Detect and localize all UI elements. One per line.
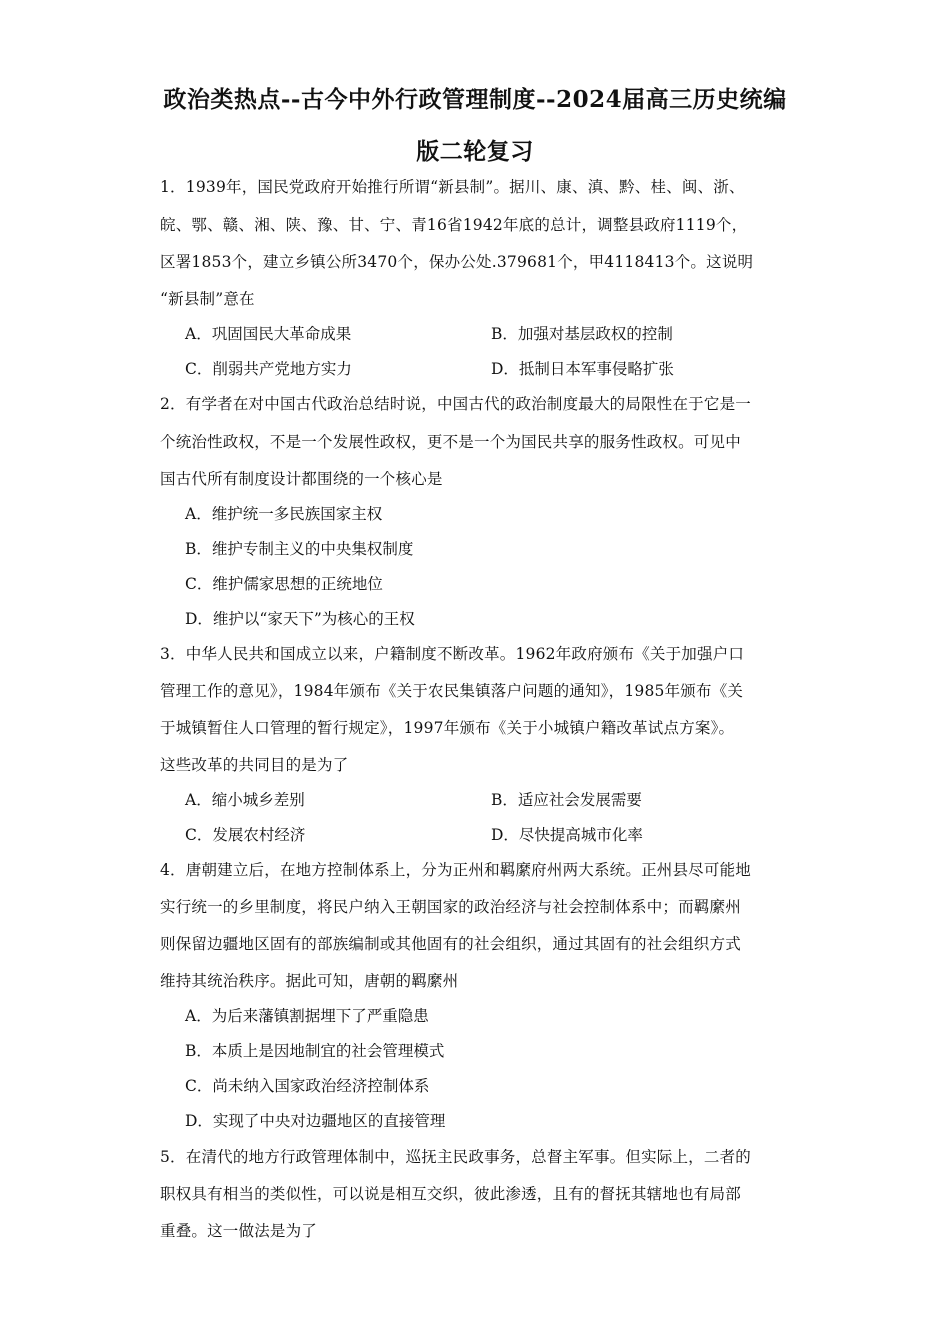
question-4-stem-line-4: 维持其统治秩序。据此可知，唐朝的羁縻州 (160, 972, 459, 990)
question-1-stem-line-4: “新县制”意在 (160, 290, 255, 308)
question-4-option-c: C．尚未纳入国家政治经济控制体系 (185, 1077, 430, 1095)
question-2-stem-line-3: 国古代所有制度设计都围绕的一个核心是 (160, 470, 443, 488)
question-3-option-b: B．适应社会发展需要 (491, 791, 642, 809)
question-3-option-a: A．缩小城乡差别 (185, 791, 305, 809)
question-3-option-d: D．尽快提高城市化率 (491, 826, 643, 844)
question-3-stem-line-1: 3．中华人民共和国成立以来，户籍制度不断改革。1962年政府颁布《关于加强户口 (160, 645, 745, 663)
question-2-option-c: C．维护儒家思想的正统地位 (185, 575, 383, 593)
question-1-stem-line-2: 皖、鄂、赣、湘、陕、豫、甘、宁、青16省1942年底的总计，调整县政府1119个， (160, 216, 748, 234)
document-title-line-2: 版二轮复习 (416, 138, 534, 165)
question-3-stem-line-3: 于城镇暂住人口管理的暂行规定》，1997年颁布《关于小城镇户籍改革试点方案》。 (160, 719, 735, 737)
question-1-option-d: D．抵制日本军事侵略扩张 (491, 360, 674, 378)
question-2-option-d: D．维护以“家天下”为核心的王权 (185, 610, 415, 628)
question-3-option-c: C．发展农村经济 (185, 826, 306, 844)
question-5-stem-line-2: 职权具有相当的类似性，可以说是相互交织，彼此渗透，且有的督抚其辖地也有局部 (160, 1185, 741, 1203)
question-2-option-b: B．维护专制主义的中央集权制度 (185, 540, 414, 558)
question-2-option-a: A．维护统一多民族国家主权 (185, 505, 383, 523)
question-4-stem-line-2: 实行统一的乡里制度，将民户纳入王朝国家的政治经济与社会控制体系中；而羁縻州 (160, 898, 741, 916)
question-3-stem-line-4: 这些改革的共同目的是为了 (160, 756, 349, 774)
question-1-stem-line-3: 区署1853个，建立乡镇公所3470个，保办公处.379681个，甲4118413个。这说明 (160, 253, 754, 271)
question-4-option-d: D．实现了中央对边疆地区的直接管理 (185, 1112, 446, 1130)
question-4-option-b: B．本质上是因地制宜的社会管理模式 (185, 1042, 445, 1060)
question-5-stem-line-3: 重叠。这一做法是为了 (160, 1222, 318, 1240)
question-1-stem-line-1: 1．1939年，国民党政府开始推行所谓“新县制”。据川、康、滇、黔、桂、闽、浙、 (160, 178, 745, 196)
question-4-stem-line-3: 则保留边疆地区固有的部族编制或其他固有的社会组织，通过其固有的社会组织方式 (160, 935, 741, 953)
question-4-stem-line-1: 4．唐朝建立后，在地方控制体系上，分为正州和羁縻府州两大系统。正州县尽可能地 (160, 861, 751, 879)
question-2-stem-line-2: 个统治性政权，不是一个发展性政权，更不是一个为国民共享的服务性政权。可见中 (160, 433, 741, 451)
question-1-option-c: C．削弱共产党地方实力 (185, 360, 352, 378)
question-3-stem-line-2: 管理工作的意见》，1984年颁布《关于农民集镇落户问题的通知》，1985年颁布《关 (160, 682, 744, 700)
question-1-option-b: B．加强对基层政权的控制 (491, 325, 673, 343)
question-2-stem-line-1: 2．有学者在对中国古代政治总结时说，中国古代的政治制度最大的局限性在于它是一 (160, 395, 751, 413)
question-5-stem-line-1: 5．在清代的地方行政管理体制中，巡抚主民政事务，总督主军事。但实际上，二者的 (160, 1148, 751, 1166)
question-4-option-a: A．为后来藩镇割据埋下了严重隐患 (185, 1007, 429, 1025)
question-1-option-a: A．巩固国民大革命成果 (185, 325, 352, 343)
document-title-line-1: 政治类热点--古今中外行政管理制度--2024届高三历史统编 (163, 86, 787, 113)
